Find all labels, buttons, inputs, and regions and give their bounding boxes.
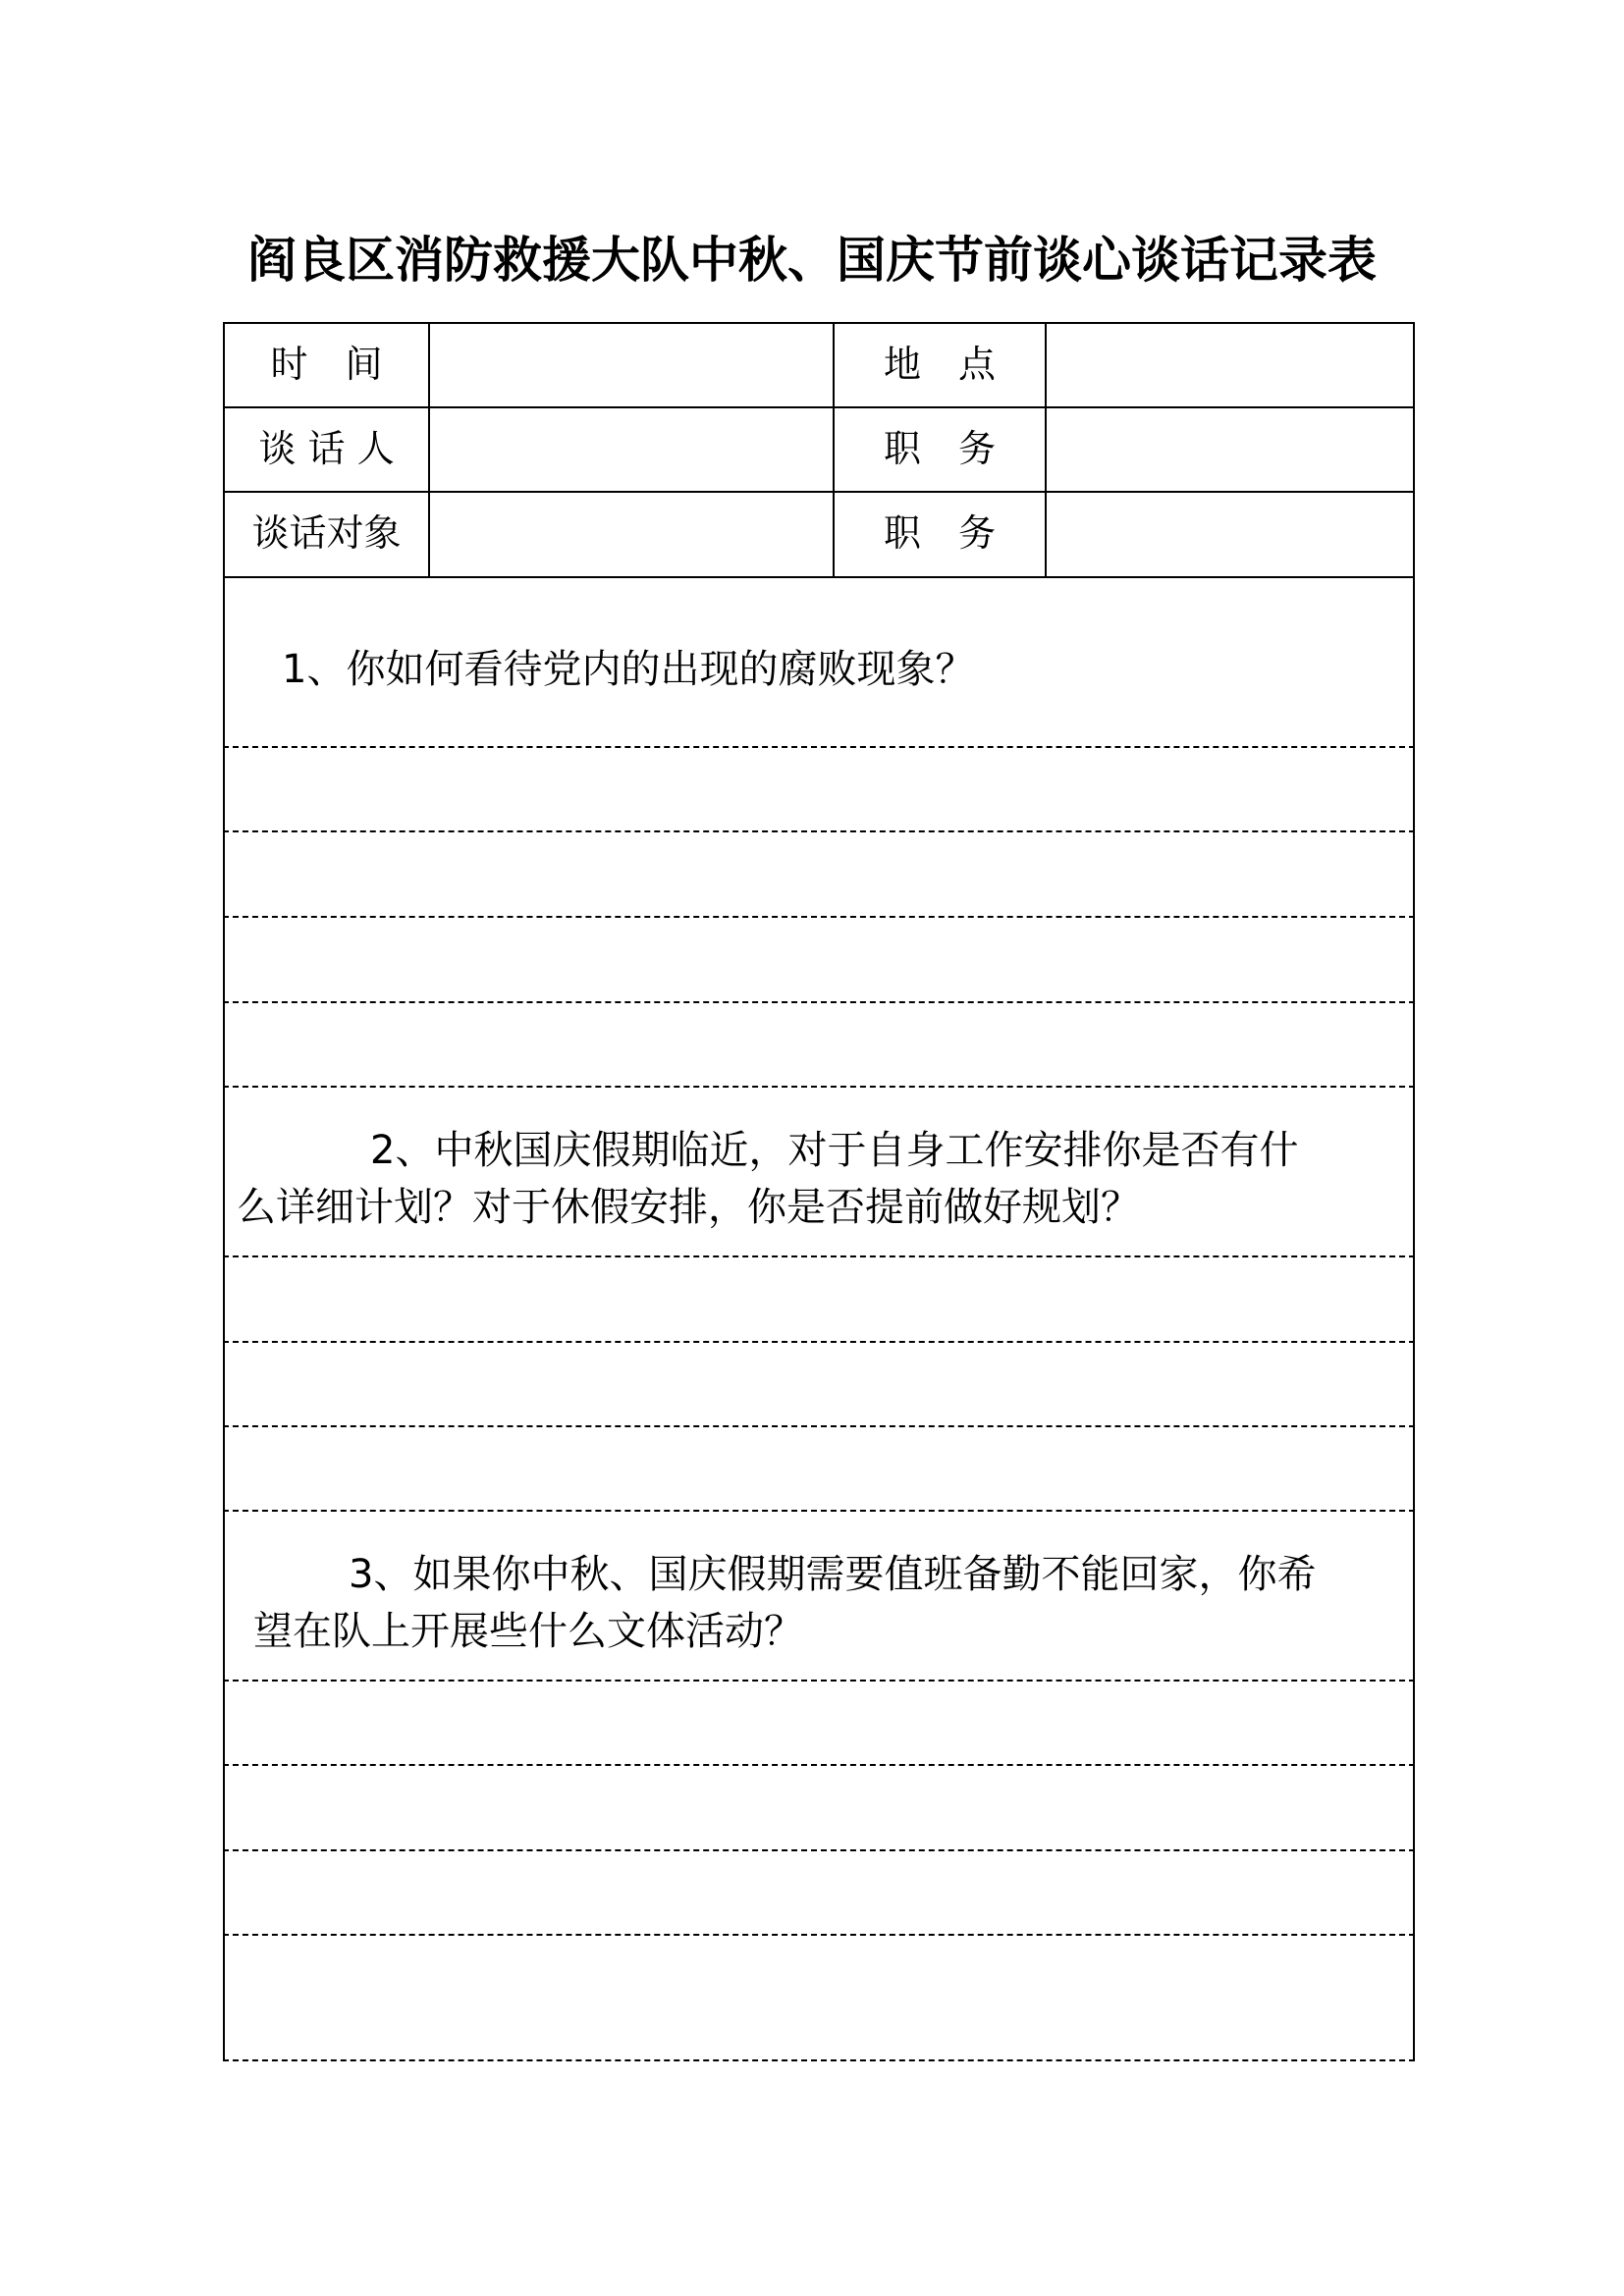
document-title: 阎良区消防救援大队中秋、国庆节前谈心谈话记录表 xyxy=(247,232,1377,289)
answer-line xyxy=(223,1001,1415,1003)
answer-line xyxy=(223,1086,1415,1088)
answer-line xyxy=(223,1849,1415,1851)
answer-line xyxy=(223,1764,1415,1766)
answer-line xyxy=(223,1680,1415,1682)
answer-line xyxy=(223,2059,1415,2061)
location-label: 地 点 xyxy=(883,343,996,386)
table-bottom-border xyxy=(223,576,1415,578)
interviewer-label: 谈 话 人 xyxy=(258,427,395,470)
interviewer-position-label: 职 务 xyxy=(883,427,996,470)
answer-line xyxy=(223,1934,1415,1936)
question-2-line-1: 2、中秋国庆假期临近，对于自身工作安排你是否有什 xyxy=(370,1128,1299,1173)
answer-line xyxy=(223,916,1415,918)
answer-line xyxy=(223,1510,1415,1512)
answer-line xyxy=(223,746,1415,748)
answer-line xyxy=(223,1425,1415,1427)
answer-line xyxy=(223,830,1415,832)
time-label: 时 间 xyxy=(270,343,383,386)
question-1: 1、你如何看待党内的出现的腐败现象？ xyxy=(282,647,975,692)
interviewer-field[interactable] xyxy=(430,406,833,491)
location-field[interactable] xyxy=(1047,322,1413,406)
question-3-line-1: 3、如果你中秋、国庆假期需要值班备勤不能回家，你希 xyxy=(349,1552,1317,1597)
answer-line xyxy=(223,1341,1415,1343)
time-field[interactable] xyxy=(430,322,833,406)
interviewee-position-field[interactable] xyxy=(1047,491,1413,575)
answer-line xyxy=(223,1255,1415,1257)
interviewee-label: 谈话对象 xyxy=(251,511,402,555)
interviewee-field[interactable] xyxy=(430,491,833,575)
question-3-line-2: 望在队上开展些什么文体活动？ xyxy=(253,1609,803,1654)
interviewer-position-field[interactable] xyxy=(1047,406,1413,491)
interviewee-position-label: 职 务 xyxy=(883,511,996,555)
question-2-line-2: 么详细计划？对于休假安排，你是否提前做好规划？ xyxy=(237,1185,1140,1230)
